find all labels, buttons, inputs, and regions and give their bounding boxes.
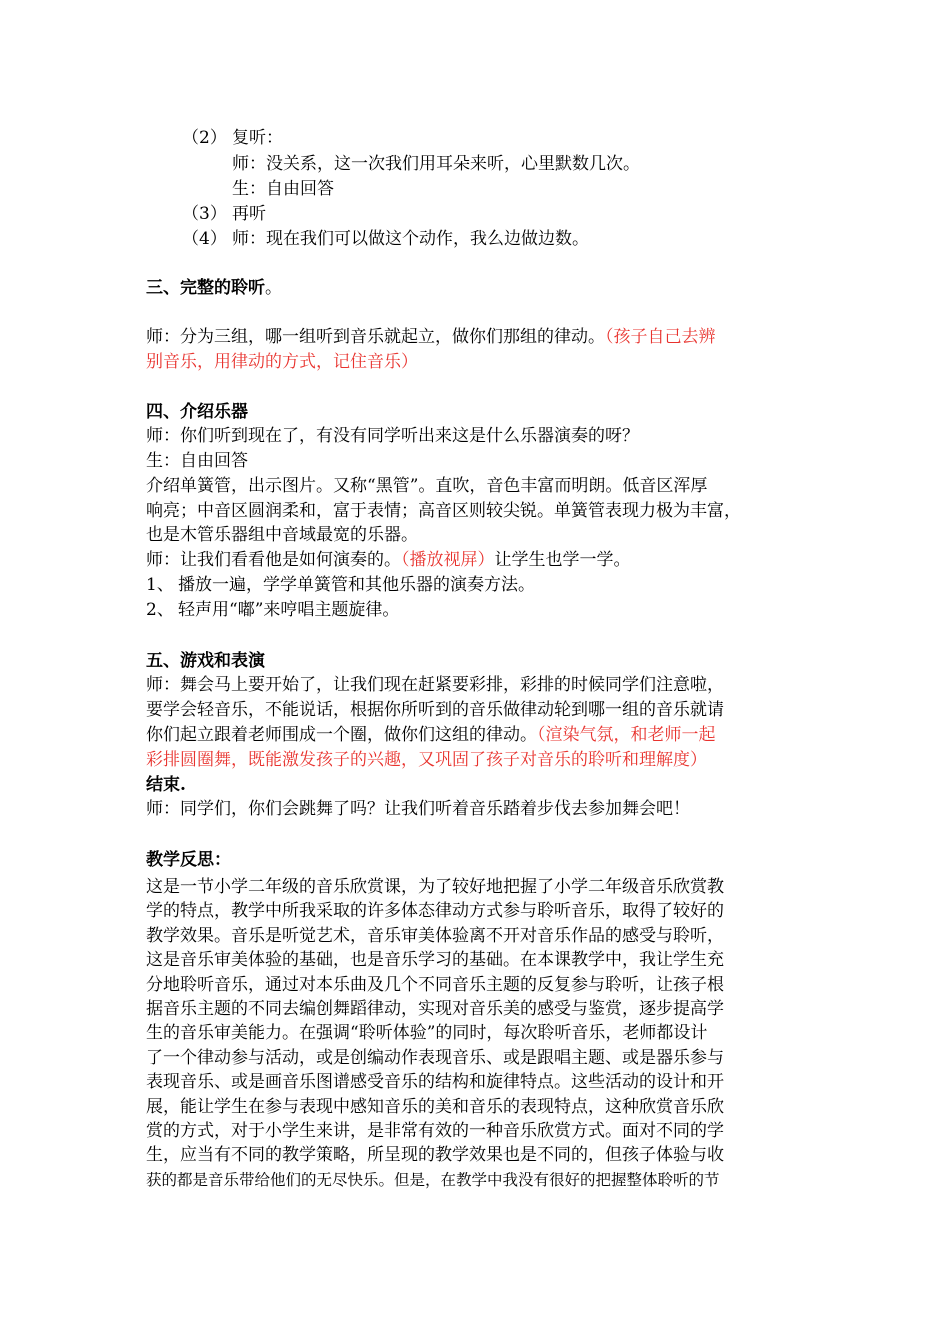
section3-note-part2: 别音乐，用律动的方式，记住音乐）: [146, 352, 418, 372]
section4-heading: 四、介绍乐器: [146, 402, 248, 422]
section5-line-3-text: 你们起立跟着老师围成一个圈，做你们这组的律动。: [146, 725, 537, 745]
section5-line-1: 师：舞会马上要开始了，让我们现在赶紧要彩排，彩排的时候同学们注意啦，: [146, 675, 724, 695]
section3-note-part1: （孩子自己去辨: [605, 327, 716, 347]
reflection-line: 据音乐主题的不同去编创舞蹈律动，实现对音乐美的感受与鉴赏，逐步提高学: [146, 998, 724, 1019]
sub-item-3-num: （3）: [182, 204, 227, 224]
section4-line-4: 响亮；中音区圆润柔和，富于表情；高音区则较尖锐。单簧管表现力极为丰富，: [146, 501, 741, 521]
video-line-pre: 师：让我们看看他是如何演奏的。: [146, 550, 401, 570]
sub-item-2-line-2: 生：自由回答: [232, 179, 334, 199]
reflection-line: 展，能让学生在参与表现中感知音乐的美和音乐的表现特点，这种欣赏音乐欣: [146, 1096, 724, 1117]
sub-item-2-line-1: 师：没关系，这一次我们用耳朵来听，心里默数几次。: [232, 154, 640, 174]
section4-list-text-2: 轻声用“嘟”来哼唱主题旋律。: [178, 600, 400, 620]
reflection-line: 教学效果。音乐是听觉艺术，音乐审美体验离不开对音乐作品的感受与聆听，: [146, 925, 724, 946]
section4-line-1: 师：你们听到现在了，有没有同学听出来这是什么乐器演奏的呀？: [146, 426, 639, 446]
section3-heading-tail: 。: [265, 278, 282, 298]
section4-line-5: 也是木管乐器组中音域最宽的乐器。: [146, 525, 418, 545]
section3-line-1: [146, 325, 716, 349]
section4-line-3: 介绍单簧管，出示图片。又称“黑管”。直吹，音色丰富而明朗。低音区浑厚: [146, 476, 708, 496]
reflection-line: 生，应当有不同的教学策略，所呈现的教学效果也是不同的，但孩子体验与收: [146, 1145, 724, 1166]
section4-list-num-2: 2、: [146, 600, 174, 620]
section5-heading: 五、游戏和表演: [146, 651, 265, 671]
section4-list-text-1: 播放一遍，学学单簧管和其他乐器的演奏方法。: [178, 575, 535, 595]
section3-heading: 三、完整的聆听: [146, 278, 265, 298]
section4-list-num-1: 1、: [146, 575, 174, 595]
reflection-line: 赏的方式，对于小学生来讲，是非常有效的一种音乐欣赏方式。面对不同的学: [146, 1120, 724, 1141]
section4-line-2: 生：自由回答: [146, 451, 248, 471]
section3-heading-row: [146, 276, 282, 300]
reflection-heading: 教学反思：: [146, 850, 231, 870]
reflection-line: 这是一节小学二年级的音乐欣赏课，为了较好地把握了小学二年级音乐欣赏教: [146, 877, 724, 897]
sub-item-4-num: （4）: [182, 229, 227, 249]
reflection-line: 学的特点，教学中所我采取的许多体态律动方式参与聆听音乐，取得了较好的: [146, 901, 724, 922]
sub-item-2-num: （2）: [182, 128, 227, 148]
reflection-line: 表现音乐、或是画音乐图谱感受音乐的结构和旋律特点。这些活动的设计和开: [146, 1072, 724, 1093]
reflection-line: 生的音乐审美能力。在强调“聆听体验”的同时，每次聆听音乐，老师都设计: [146, 1023, 708, 1044]
video-line-post: 让学生也学一学。: [494, 550, 631, 570]
sub-item-2-text: 复听：: [232, 128, 283, 148]
sub-item-3-text: 再听: [232, 204, 266, 224]
video-line-note: （播放视屏）: [401, 550, 495, 570]
sub-item-4-text: 师：现在我们可以做这个动作，我么边做边数。: [232, 229, 589, 249]
reflection-line-last: 获的都是音乐带给他们的无尽快乐。但是，在教学中我没有很好的把握整体聆听的节: [146, 1170, 720, 1189]
section3-text: 师：分为三组，哪一组听到音乐就起立，做你们那组的律动。: [146, 327, 605, 347]
reflection-line: 这是音乐审美体验的基础，也是音乐学习的基础。在本课教学中，我让学生充: [146, 950, 724, 971]
end-heading: 结束.: [146, 775, 186, 795]
reflection-paragraph: [146, 875, 810, 1192]
section5-note-part2: 彩排圆圈舞，既能激发孩子的兴趣，又巩固了孩子对音乐的聆听和理解度）: [146, 750, 707, 770]
section5-line-2: 要学会轻音乐，不能说话，根据你所听到的音乐做律动轮到哪一组的音乐就请: [146, 700, 724, 720]
section5-line-3: [146, 723, 716, 747]
section5-note-part1: （渲染气氛，和老师一起: [537, 725, 716, 745]
end-line: 师：同学们，你们会跳舞了吗？让我们听着音乐踏着步伐去参加舞会吧！: [146, 799, 690, 819]
section4-video-line: [146, 548, 631, 572]
reflection-line: 了一个律动参与活动，或是创编动作表现音乐、或是跟唱主题、或是器乐参与: [146, 1047, 724, 1068]
reflection-line: 分地聆听音乐，通过对本乐曲及几个不同音乐主题的反复参与聆听，让孩子根: [146, 974, 724, 995]
